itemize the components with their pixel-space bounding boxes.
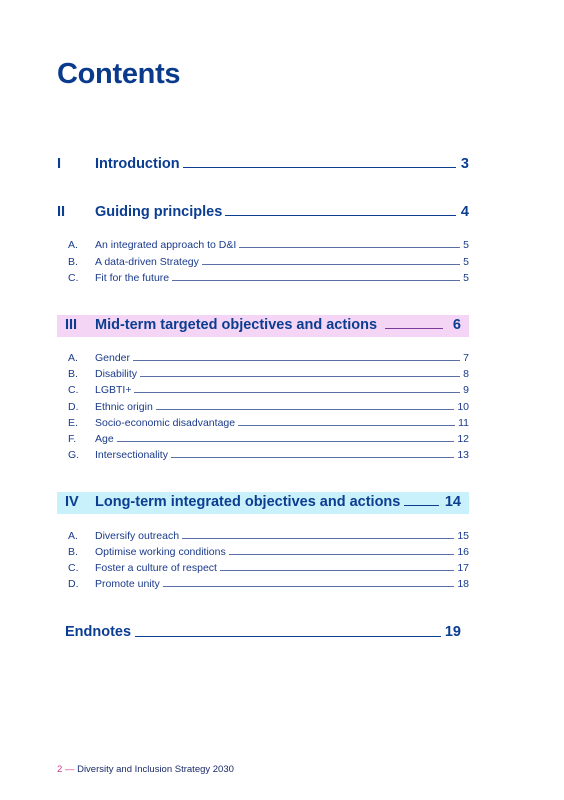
page-number: 10 [457,401,469,413]
subitem-letter: D. [68,401,79,413]
subitem-title: LGBTI+ [95,384,132,396]
toc-subitem[interactable] [57,383,469,399]
dot-leader [404,505,439,506]
dot-leader [140,376,460,377]
toc-section-3[interactable] [57,315,469,337]
section-title: Introduction [95,156,180,172]
subitem-title: Optimise working conditions [95,546,226,558]
page-number: 5 [463,239,469,251]
section-number: II [57,204,66,220]
dot-leader [225,215,456,216]
toc-subitem[interactable] [57,238,469,254]
subitem-title: Gender [95,352,131,364]
section-title: Mid-term targeted objectives and actions [95,317,378,333]
toc-subitem[interactable] [57,416,469,432]
page-number: 12 [457,433,469,445]
toc-subitem[interactable] [57,561,469,577]
footer-separator: — [64,764,75,775]
section-number: I [57,156,62,172]
dot-leader [220,570,454,571]
subitem-title: A data-driven Strategy [95,256,199,268]
dot-leader [182,538,454,539]
subitem-letter: C. [68,562,79,574]
subitem-title: Ethnic origin [95,401,153,413]
dot-leader [202,264,460,265]
page-number: 13 [457,449,469,461]
page-number: 7 [463,352,469,364]
toc-subitem[interactable] [57,577,469,593]
toc-subitem[interactable] [57,400,469,416]
section-number: III [65,317,78,333]
dot-leader [385,328,443,329]
page-title: Contents [57,58,181,90]
subitem-letter: D. [68,578,79,590]
page-number: 6 [452,317,461,333]
toc-subitem[interactable] [57,255,469,271]
subitem-letter: G. [68,449,80,461]
dot-leader [156,409,455,410]
page-number: 18 [457,578,469,590]
dot-leader [229,554,455,555]
subitem-title: Foster a culture of respect [95,562,217,574]
subitem-title: Diversify outreach [95,530,180,542]
footer-page-number: 2 [57,764,63,775]
section-number: IV [65,494,79,510]
dot-leader [117,441,455,442]
dot-leader [172,280,460,281]
toc-section-2[interactable] [57,202,469,224]
subitem-letter: B. [68,256,78,268]
subitem-title: Intersectionality [95,449,168,461]
page-number: 3 [460,156,469,172]
toc-section-4[interactable] [57,492,469,514]
toc-subitem[interactable] [57,367,469,383]
toc-subitem[interactable] [57,271,469,287]
subitem-title: Age [95,433,114,445]
page-number: 5 [463,272,469,284]
page-number: 11 [458,417,469,429]
toc-subitem[interactable] [57,448,469,464]
endnotes-title: Endnotes [65,624,132,640]
subitem-letter: C. [68,272,79,284]
page-number: 9 [463,384,469,396]
subitem-letter: C. [68,384,79,396]
dot-leader [134,392,460,393]
toc-subitem[interactable] [57,529,469,545]
subitem-title: Promote unity [95,578,160,590]
subitem-title: An integrated approach to D&I [95,239,237,251]
subitem-title: Fit for the future [95,272,170,284]
page-number: 5 [463,256,469,268]
section-title: Long-term integrated objectives and actions [95,494,401,510]
page-number: 15 [457,530,469,542]
dot-leader [239,247,460,248]
page-number: 14 [444,494,461,510]
dot-leader [133,360,460,361]
page-footer [57,764,234,775]
page-number: 17 [457,562,469,574]
footer-document-title: Diversity and Inclusion Strategy 2030 [77,764,234,775]
toc-endnotes[interactable] [65,622,461,642]
section-title: Guiding principles [95,204,223,220]
subitem-letter: B. [68,368,78,380]
toc-subitem[interactable] [57,545,469,561]
subitem-letter: A. [68,530,78,542]
toc-section-1[interactable] [57,154,469,176]
dot-leader [163,586,455,587]
toc-subitem[interactable] [57,351,469,367]
toc-subitem[interactable] [57,432,469,448]
subitem-letter: A. [68,239,78,251]
dot-leader [183,167,456,168]
dot-leader [238,425,455,426]
subitem-letter: F. [68,433,77,445]
dot-leader [171,457,454,458]
subitem-title: Disability [95,368,138,380]
subitem-letter: B. [68,546,78,558]
dot-leader [135,636,441,637]
page-number: 8 [463,368,469,380]
page-number: 4 [460,204,469,220]
page-number: 16 [457,546,469,558]
subitem-letter: A. [68,352,78,364]
page-number: 19 [444,624,461,640]
subitem-title: Socio-economic disadvantage [95,417,236,429]
subitem-letter: E. [68,417,78,429]
